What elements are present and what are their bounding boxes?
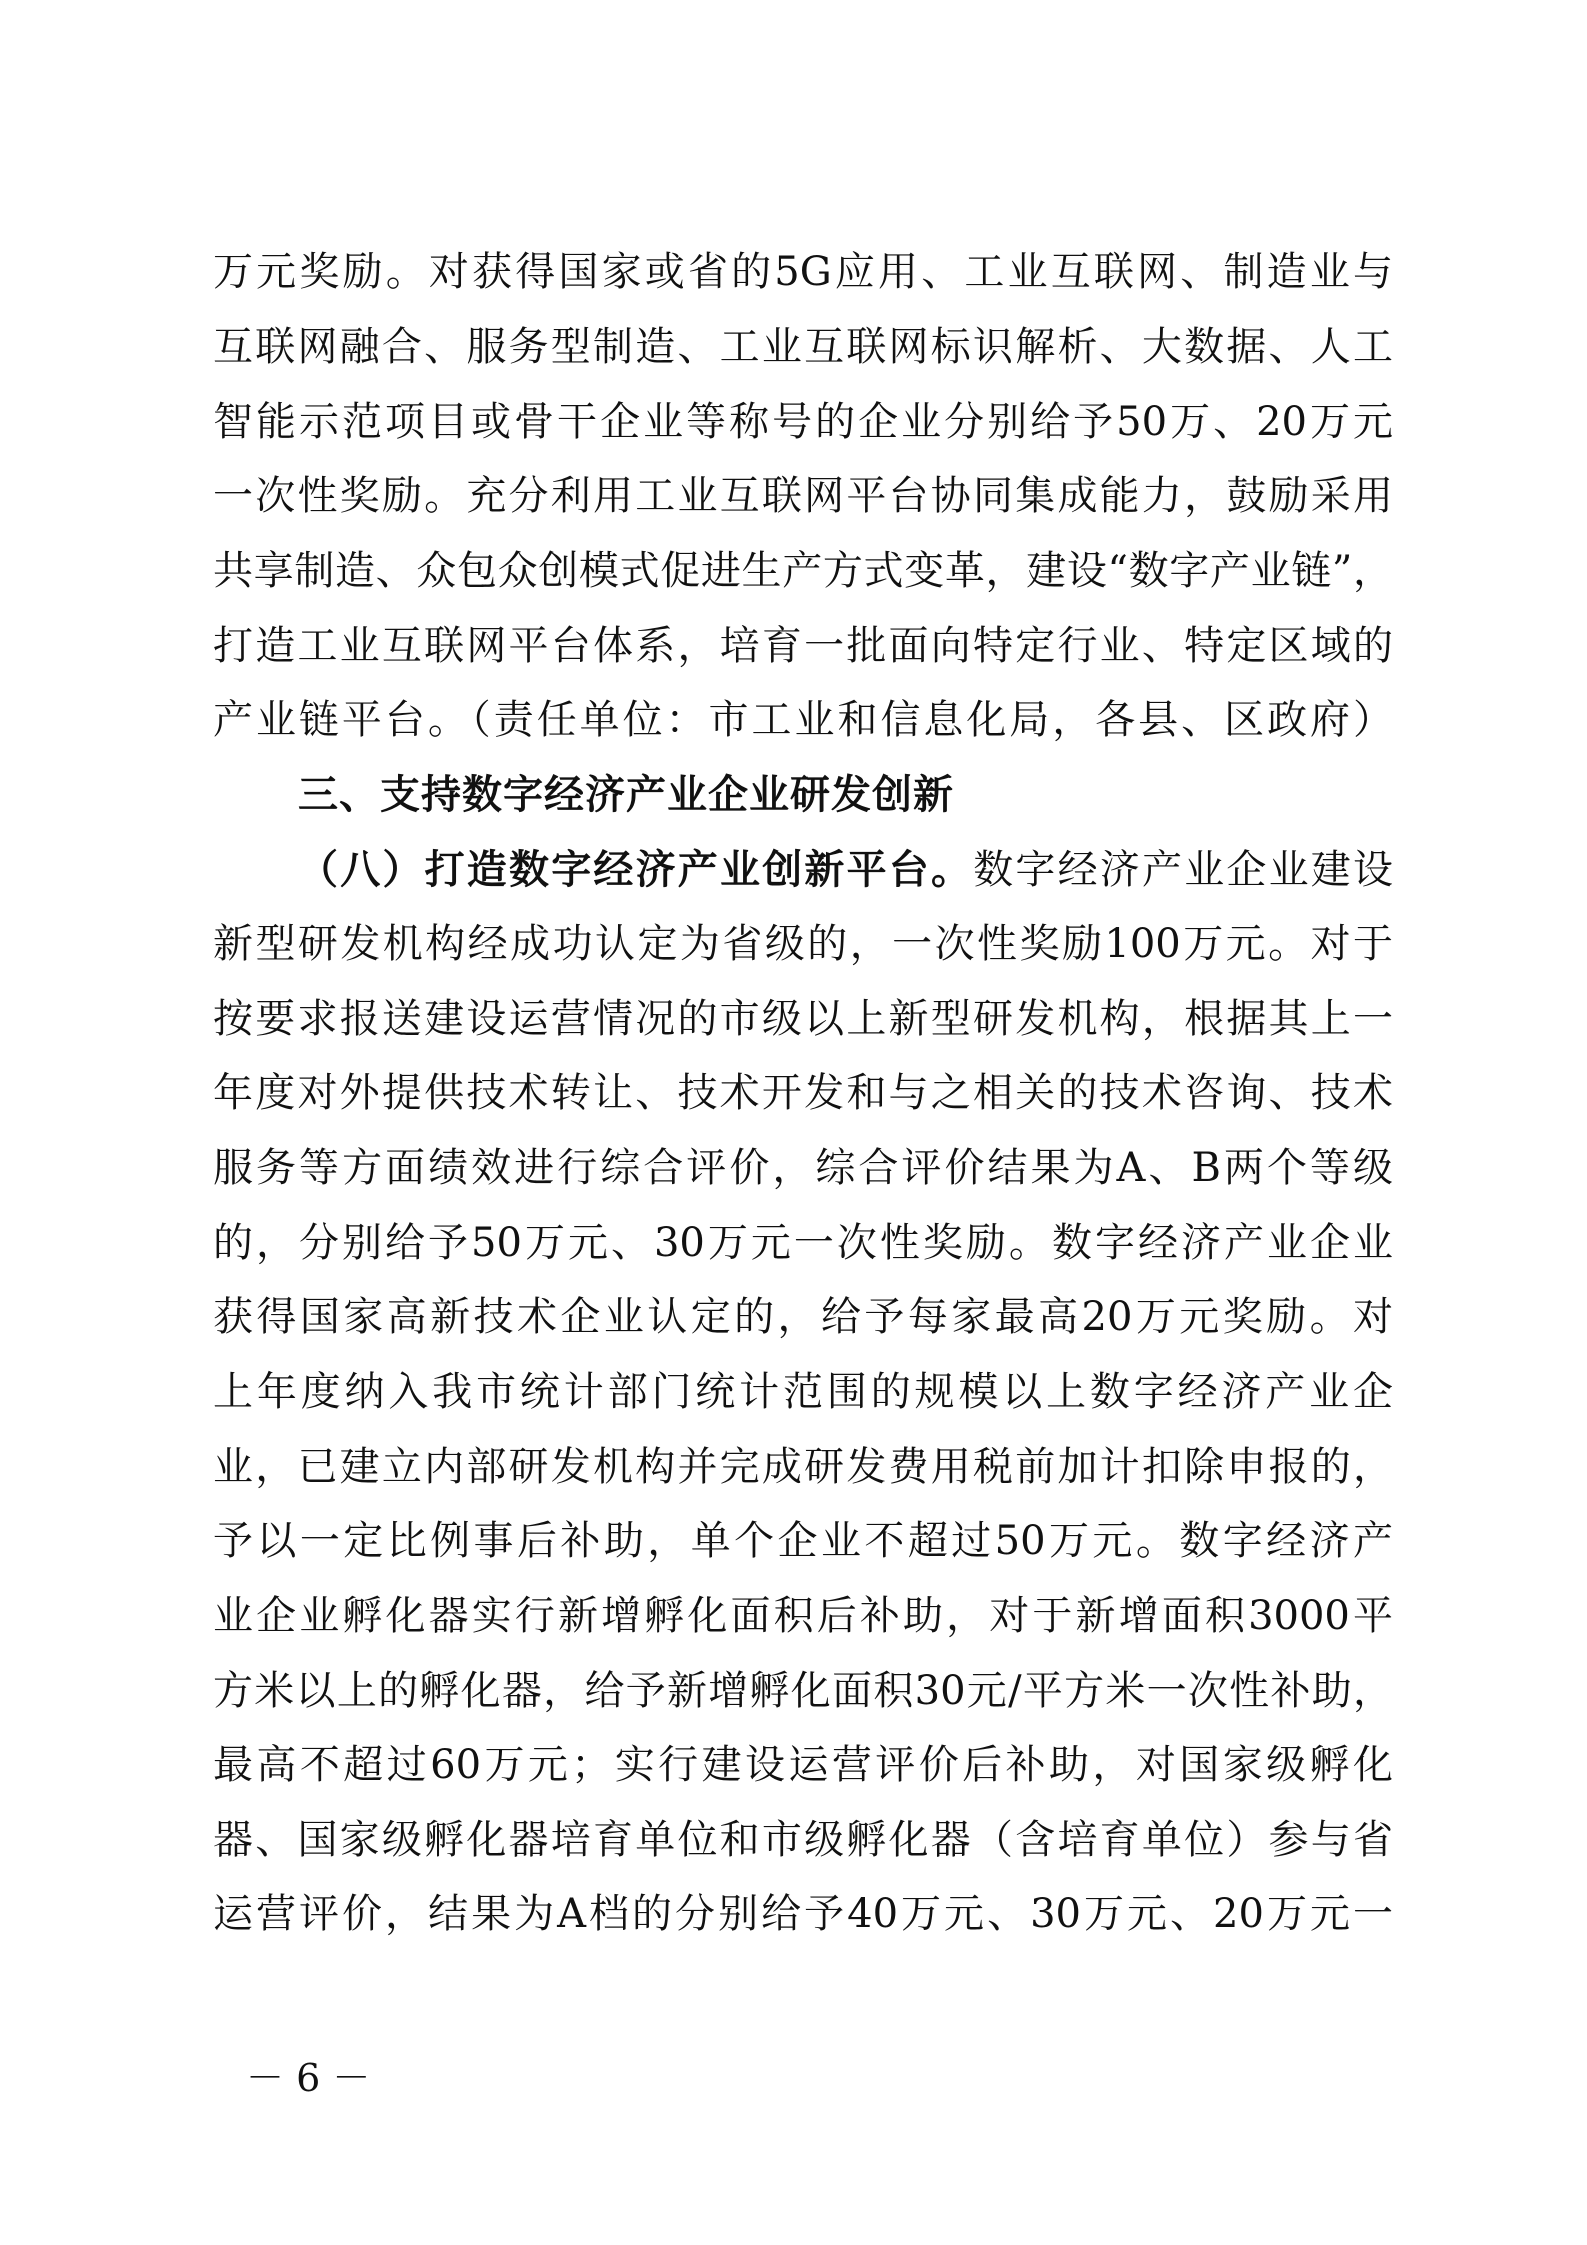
body-text-line: 业企业孵化器实行新增孵化面积后补助，对于新增面积3000平: [213, 1593, 1393, 1639]
subsection-title: （八）打造数字经济产业创新平台。: [298, 846, 974, 893]
body-text-line: 业，已建立内部研发机构并完成研发费用税前加计扣除申报的，: [213, 1444, 1393, 1490]
body-text-line: 方米以上的孵化器，给予新增孵化面积30元/平方米一次性补助，: [213, 1668, 1393, 1714]
body-text-line: 按要求报送建设运营情况的市级以上新型研发机构，根据其上一: [213, 996, 1393, 1042]
body-text-line: 新型研发机构经成功认定为省级的，一次性奖励100万元。对于: [213, 921, 1393, 967]
page-number: － 6 －: [246, 2056, 371, 2100]
section-heading: 三、支持数字经济产业企业研发创新: [298, 772, 954, 818]
body-text-line: 年度对外提供技术转让、技术开发和与之相关的技术咨询、技术: [213, 1070, 1393, 1116]
body-text-line: 运营评价，结果为A档的分别给予40万元、30万元、20万元一: [213, 1891, 1393, 1937]
subsection-first-line: [298, 832, 1393, 907]
body-text-line: 予以一定比例事后补助，单个企业不超过50万元。数字经济产: [213, 1518, 1393, 1564]
body-text-line: 一次性奖励。充分利用工业互联网平台协同集成能力，鼓励采用: [213, 473, 1393, 519]
body-text-line: 互联网融合、服务型制造、工业互联网标识解析、大数据、人工: [213, 324, 1393, 370]
body-text-line: 获得国家高新技术企业认定的，给予每家最高20万元奖励。对: [213, 1294, 1393, 1340]
body-text-line: 最高不超过60万元；实行建设运营评价后补助，对国家级孵化: [213, 1742, 1393, 1788]
body-text-line: 上年度纳入我市统计部门统计范围的规模以上数字经济产业企: [213, 1369, 1393, 1415]
body-text-line: 服务等方面绩效进行综合评价，综合评价结果为A、B两个等级: [213, 1145, 1393, 1191]
body-text-line: 万元奖励。对获得国家或省的5G应用、工业互联网、制造业与: [213, 249, 1393, 295]
body-text-line: 打造工业互联网平台体系，培育一批面向特定行业、特定区域的: [213, 623, 1393, 669]
body-text-line: 智能示范项目或骨干企业等称号的企业分别给予50万、20万元: [213, 399, 1393, 445]
body-text-line: 产业链平台。（责任单位：市工业和信息化局，各县、区政府）: [213, 697, 1393, 743]
subsection-first-line-text: 数字经济产业企业建设: [973, 847, 1394, 893]
body-text-line: 器、国家级孵化器培育单位和市级孵化器（含培育单位）参与省: [213, 1817, 1393, 1863]
body-text-line: 的，分别给予50万元、30万元一次性奖励。数字经济产业企业: [213, 1220, 1393, 1266]
body-text-line: 共享制造、众包众创模式促进生产方式变革，建设“数字产业链”，: [213, 548, 1393, 594]
